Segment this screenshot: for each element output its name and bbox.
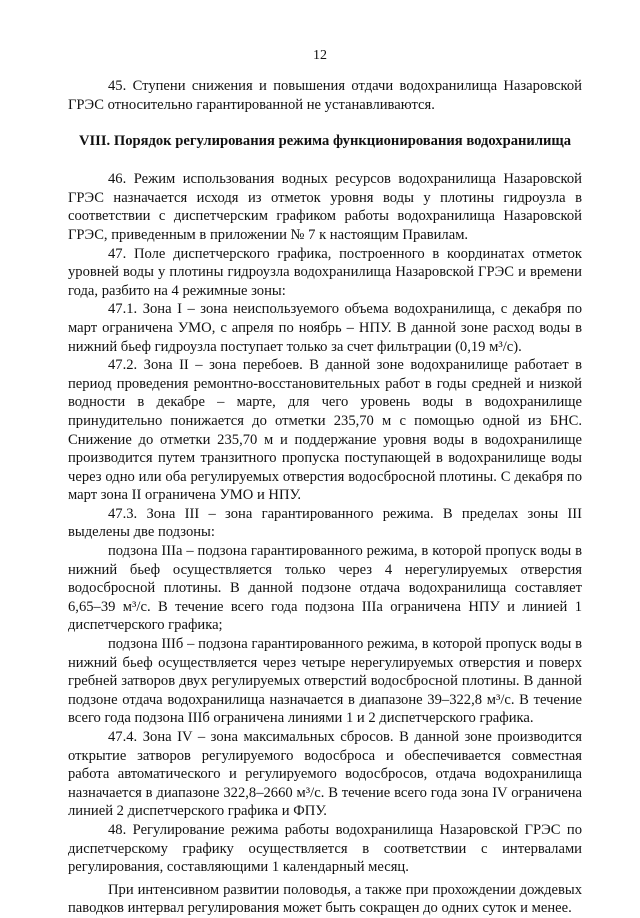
paragraph-48-continued: При интенсивном развитии половодья, а также при прохождении дождевых паводков интервал регулирования может быть сокращен до одних суток и менее. <box>68 881 582 917</box>
paragraph-45: 45. Ступени снижения и повышения отдачи водохранилища Назаровской ГРЭС относительно гарантированной не устанавливаются. <box>68 78 582 113</box>
paragraph-47-3: 47.3. Зона III – зона гарантированного режима. В пределах зоны III выделены две подзоны: <box>68 505 582 541</box>
section-title: VIII. Порядок регулирования режима функционирования водохранилища <box>78 133 572 150</box>
paragraph-47-2: 47.2. Зона II – зона перебоев. В данной зоне водохранилище работает в период проведения ремонтно-восстановительных работ в годы средней и низкой водности в декабре – марте, для чего уровень воды в водохранилище принудительно понижается до отметки 235,70 м с помощью одной из БНС. Снижение до отметки 235,70 м и поддержание уровня воды в водохранилище производится путем транзитного пропуска поступающей в водохранилище воды через одно или оба регулируемых отверстия водосбросной плотины. С декабря по март зона II ограничена УМО и НПУ. <box>68 357 582 504</box>
paragraph-47: 47. Поле диспетчерского графика, построенного в координатах отметок уровней воды у плотины гидроузла водохранилища Назаровской ГРЭС и времени года, разбито на 4 режимные зоны: <box>68 245 582 299</box>
paragraph-48: 48. Регулирование режима работы водохранилища Назаровской ГРЭС по диспетчерскому графику осуществляется в соответствии с интервалами регулирования, составляющими 1 календарный месяц. <box>68 821 582 876</box>
paragraph-47-3-subzone-b: подзона IIIб – подзона гарантированного режима, в которой пропуск воды в нижний бьеф осуществляется через четыре нерегулируемых отверстия и поверх гребней затворов двух регулируемых отверстий водосбросной плотины. В данной подзоне отдача водохранилища назначается в диапазоне 39–322,8 м³/с. В течение всего года подзона IIIб ограничена линиями 1 и 2 диспетчерского графика. <box>68 636 582 727</box>
page-number: 12 <box>313 48 327 63</box>
paragraph-46: 46. Режим использования водных ресурсов водохранилища Назаровской ГРЭС назначается исходя из отметок уровня воды у плотины гидроузла в соответствии с диспетчерским графиком работы водохранилища Назаровской ГРЭС, приведенным в приложении № 7 к настоящим Правилам. <box>68 171 582 243</box>
paragraph-47-4: 47.4. Зона IV – зона максимальных сбросов. В данной зоне производится открытие затворов регулируемого водосброса и обеспечивается совместная работа автоматического и регулируемого водосбросов, отдача водохранилища назначается в диапазоне 322,8–2660 м³/с. В течение всего года зона IV ограничена линией 2 диспетчерского графика и ФПУ. <box>68 729 582 820</box>
document-body <box>68 77 582 918</box>
paragraph-47-1: 47.1. Зона I – зона неиспользуемого объема водохранилища, с декабря по март ограничена УМО, с апреля по ноябрь – НПУ. В данной зоне расход воды в нижний бьеф гидроузла поступает только за счет фильтрации (0,19 м³/с). <box>68 301 582 355</box>
paragraph-47-3-subzone-a: подзона IIIа – подзона гарантированного режима, в которой пропуск воды в нижний бьеф осуществляется только через 4 нерегулируемых отверстия водосбросной плотины. В данной подзоне отдача водохранилища составляет 6,65–39 м³/с. В течение всего года подзона IIIа ограничена НПУ и линией 1 диспетчерского графика; <box>68 543 582 634</box>
